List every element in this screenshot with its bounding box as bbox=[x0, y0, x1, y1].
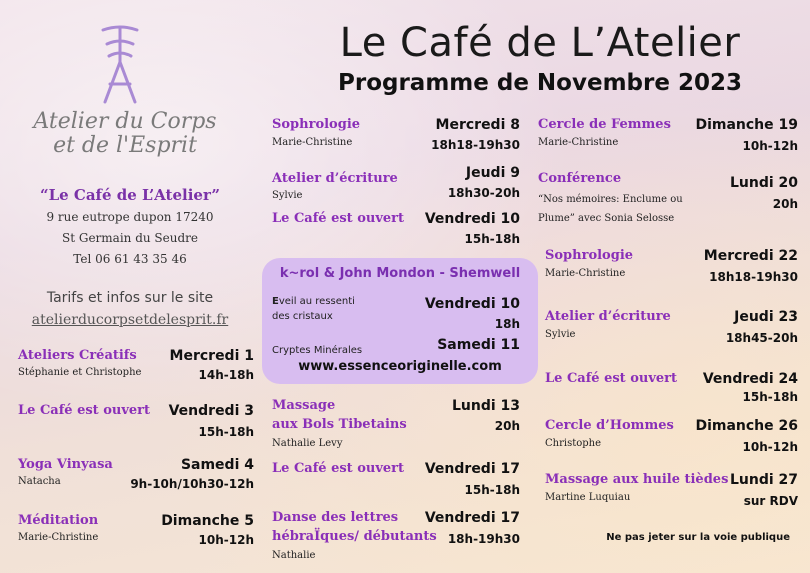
website-link[interactable]: atelierducorpsetdelesprit.fr bbox=[31, 312, 229, 328]
event-time: 15h-18h bbox=[198, 425, 254, 439]
event-name: Yoga Vinyasa bbox=[18, 457, 113, 472]
event-name: Le Café est ouvert bbox=[272, 461, 405, 476]
page-title: Le Café de L’Atelier bbox=[339, 20, 741, 66]
logo-icon bbox=[95, 22, 145, 107]
event-time: 15h-18h bbox=[742, 390, 798, 404]
event-meditation bbox=[18, 512, 254, 547]
event-name: Massage aux huile tièdes bbox=[545, 472, 729, 487]
event-time: 10h-12h bbox=[742, 139, 798, 153]
event-time: 18h-19h30 bbox=[447, 532, 520, 546]
event-day: Vendredi 17 bbox=[424, 461, 520, 477]
event-host: Christophe bbox=[545, 438, 602, 449]
event-name: Le Café est ouvert bbox=[545, 371, 678, 386]
promo-title: k~rol & John Mondon - Shemwell bbox=[279, 266, 521, 281]
promo-website-link[interactable]: www.essenceoriginelle.com bbox=[298, 359, 502, 374]
event-sophrologie-8 bbox=[272, 116, 520, 152]
event-name-line1: Massage bbox=[272, 398, 336, 413]
promo-event-day: Vendredi 10 bbox=[424, 296, 520, 312]
event-atelier-ecriture-23 bbox=[545, 308, 798, 345]
event-time: 10h-12h bbox=[742, 440, 798, 454]
event-name: Sophrologie bbox=[272, 117, 361, 132]
event-name: Cercle de Femmes bbox=[538, 117, 671, 132]
event-time: 15h-18h bbox=[464, 483, 520, 497]
event-cafe-ouvert-3 bbox=[18, 402, 254, 439]
event-name: Atelier d’écriture bbox=[272, 171, 398, 186]
event-name: Le Café est ouvert bbox=[18, 403, 151, 418]
event-name: Atelier d’écriture bbox=[545, 309, 671, 324]
event-day: Mercredi 8 bbox=[435, 117, 520, 133]
event-name: Cercle d’Hommes bbox=[545, 418, 674, 433]
event-host: Nathalie Levy bbox=[272, 438, 343, 449]
event-time: 10h-12h bbox=[198, 533, 254, 547]
promo-event-initial: E bbox=[272, 296, 279, 307]
event-host: Marie-Christine bbox=[272, 137, 353, 148]
cafe-name: “Le Café de L’Atelier” bbox=[39, 186, 221, 204]
promo-event-eveil bbox=[272, 295, 520, 331]
event-time: 20h bbox=[494, 419, 520, 433]
event-cafe-ouvert-24 bbox=[545, 370, 798, 404]
event-name: Conférence bbox=[538, 171, 622, 186]
event-host: Marie-Christine bbox=[18, 532, 99, 543]
event-name: Méditation bbox=[18, 513, 99, 528]
event-day: Mercredi 22 bbox=[703, 248, 798, 264]
event-name-line2: aux Bols Tibetains bbox=[272, 417, 407, 432]
footer-note: Ne pas jeter sur la voie publique bbox=[606, 532, 790, 543]
event-day: Jeudi 23 bbox=[734, 309, 798, 325]
event-day: Vendredi 17 bbox=[424, 510, 520, 526]
tarifs-info: Tarifs et infos sur le site bbox=[46, 290, 214, 306]
promo-event-cryptes bbox=[272, 336, 520, 357]
promo-event-name: Cryptes Minérales bbox=[272, 345, 363, 356]
event-time: 9h-10h/10h30-12h bbox=[130, 477, 254, 491]
promo-event-time: 18h bbox=[494, 317, 520, 331]
event-day: Vendredi 24 bbox=[702, 371, 798, 387]
logo-line2: et de l'Esprit bbox=[53, 133, 197, 158]
event-description-line2: Plume” avec Sonia Selosse bbox=[538, 213, 675, 224]
event-sophrologie-22 bbox=[545, 247, 798, 284]
promo-event-name-line2: des cristaux bbox=[272, 311, 333, 322]
event-description-line1: “Nos mémoires: Enclume ou bbox=[538, 194, 683, 205]
page-subtitle: Programme de Novembre 2023 bbox=[338, 70, 742, 96]
event-time: 18h30-20h bbox=[447, 186, 520, 200]
event-cercle-hommes bbox=[545, 417, 798, 454]
event-host: Marie-Christine bbox=[538, 137, 619, 148]
logo-line1: Atelier du Corps bbox=[33, 109, 217, 134]
promo-event-day: Samedi 11 bbox=[437, 337, 520, 353]
event-cafe-ouvert-17 bbox=[272, 460, 520, 497]
event-host: Stéphanie et Christophe bbox=[18, 367, 142, 378]
event-host: Natacha bbox=[18, 476, 61, 487]
event-name-line2: hébraÏques/ débutants bbox=[272, 529, 437, 544]
event-danse-lettres bbox=[272, 509, 520, 562]
event-time: 18h18-19h30 bbox=[431, 138, 520, 152]
address-line2: St Germain du Seudre bbox=[62, 231, 198, 245]
event-day: Dimanche 26 bbox=[695, 418, 798, 434]
event-host: Sylvie bbox=[272, 190, 303, 201]
event-yoga-vinyasa bbox=[18, 456, 254, 491]
event-ateliers-creatifs bbox=[18, 347, 254, 382]
event-day: Vendredi 10 bbox=[424, 211, 520, 227]
event-day: Dimanche 5 bbox=[161, 513, 254, 529]
promo-event-name-rest: veil au ressenti bbox=[278, 296, 355, 307]
event-day: Lundi 13 bbox=[451, 398, 520, 414]
event-day: Lundi 20 bbox=[729, 175, 798, 191]
event-host: Sylvie bbox=[545, 329, 576, 340]
event-name-line1: Danse des lettres bbox=[272, 510, 399, 525]
event-host: Nathalie bbox=[272, 550, 316, 561]
event-cercle-femmes bbox=[538, 116, 798, 153]
event-massage-huile bbox=[545, 471, 798, 508]
event-day: Samedi 4 bbox=[180, 457, 254, 473]
event-name: Ateliers Créatifs bbox=[18, 348, 137, 363]
event-name: Le Café est ouvert bbox=[272, 211, 405, 226]
event-day: Lundi 27 bbox=[729, 472, 798, 488]
event-cafe-ouvert-10 bbox=[272, 210, 520, 246]
event-time: 15h-18h bbox=[464, 232, 520, 246]
event-day: Mercredi 1 bbox=[169, 348, 254, 364]
event-host: Marie-Christine bbox=[545, 268, 626, 279]
event-host: Martine Luquiau bbox=[545, 492, 631, 503]
logo-wordmark bbox=[20, 110, 230, 158]
phone-number: Tel 06 61 43 35 46 bbox=[73, 252, 187, 266]
event-time: sur RDV bbox=[743, 494, 798, 508]
event-massage-bols bbox=[272, 397, 520, 450]
event-conference bbox=[538, 168, 798, 225]
address-line1: 9 rue eutrope dupon 17240 bbox=[46, 210, 214, 224]
event-atelier-ecriture-9 bbox=[272, 164, 520, 202]
event-time: 18h18-19h30 bbox=[709, 270, 798, 284]
event-day: Dimanche 19 bbox=[695, 117, 798, 133]
event-day: Vendredi 3 bbox=[168, 403, 254, 419]
event-time: 14h-18h bbox=[198, 368, 254, 382]
event-name: Sophrologie bbox=[545, 248, 634, 263]
event-day: Jeudi 9 bbox=[465, 165, 520, 181]
event-time: 20h bbox=[772, 197, 798, 211]
event-time: 18h45-20h bbox=[725, 331, 798, 345]
